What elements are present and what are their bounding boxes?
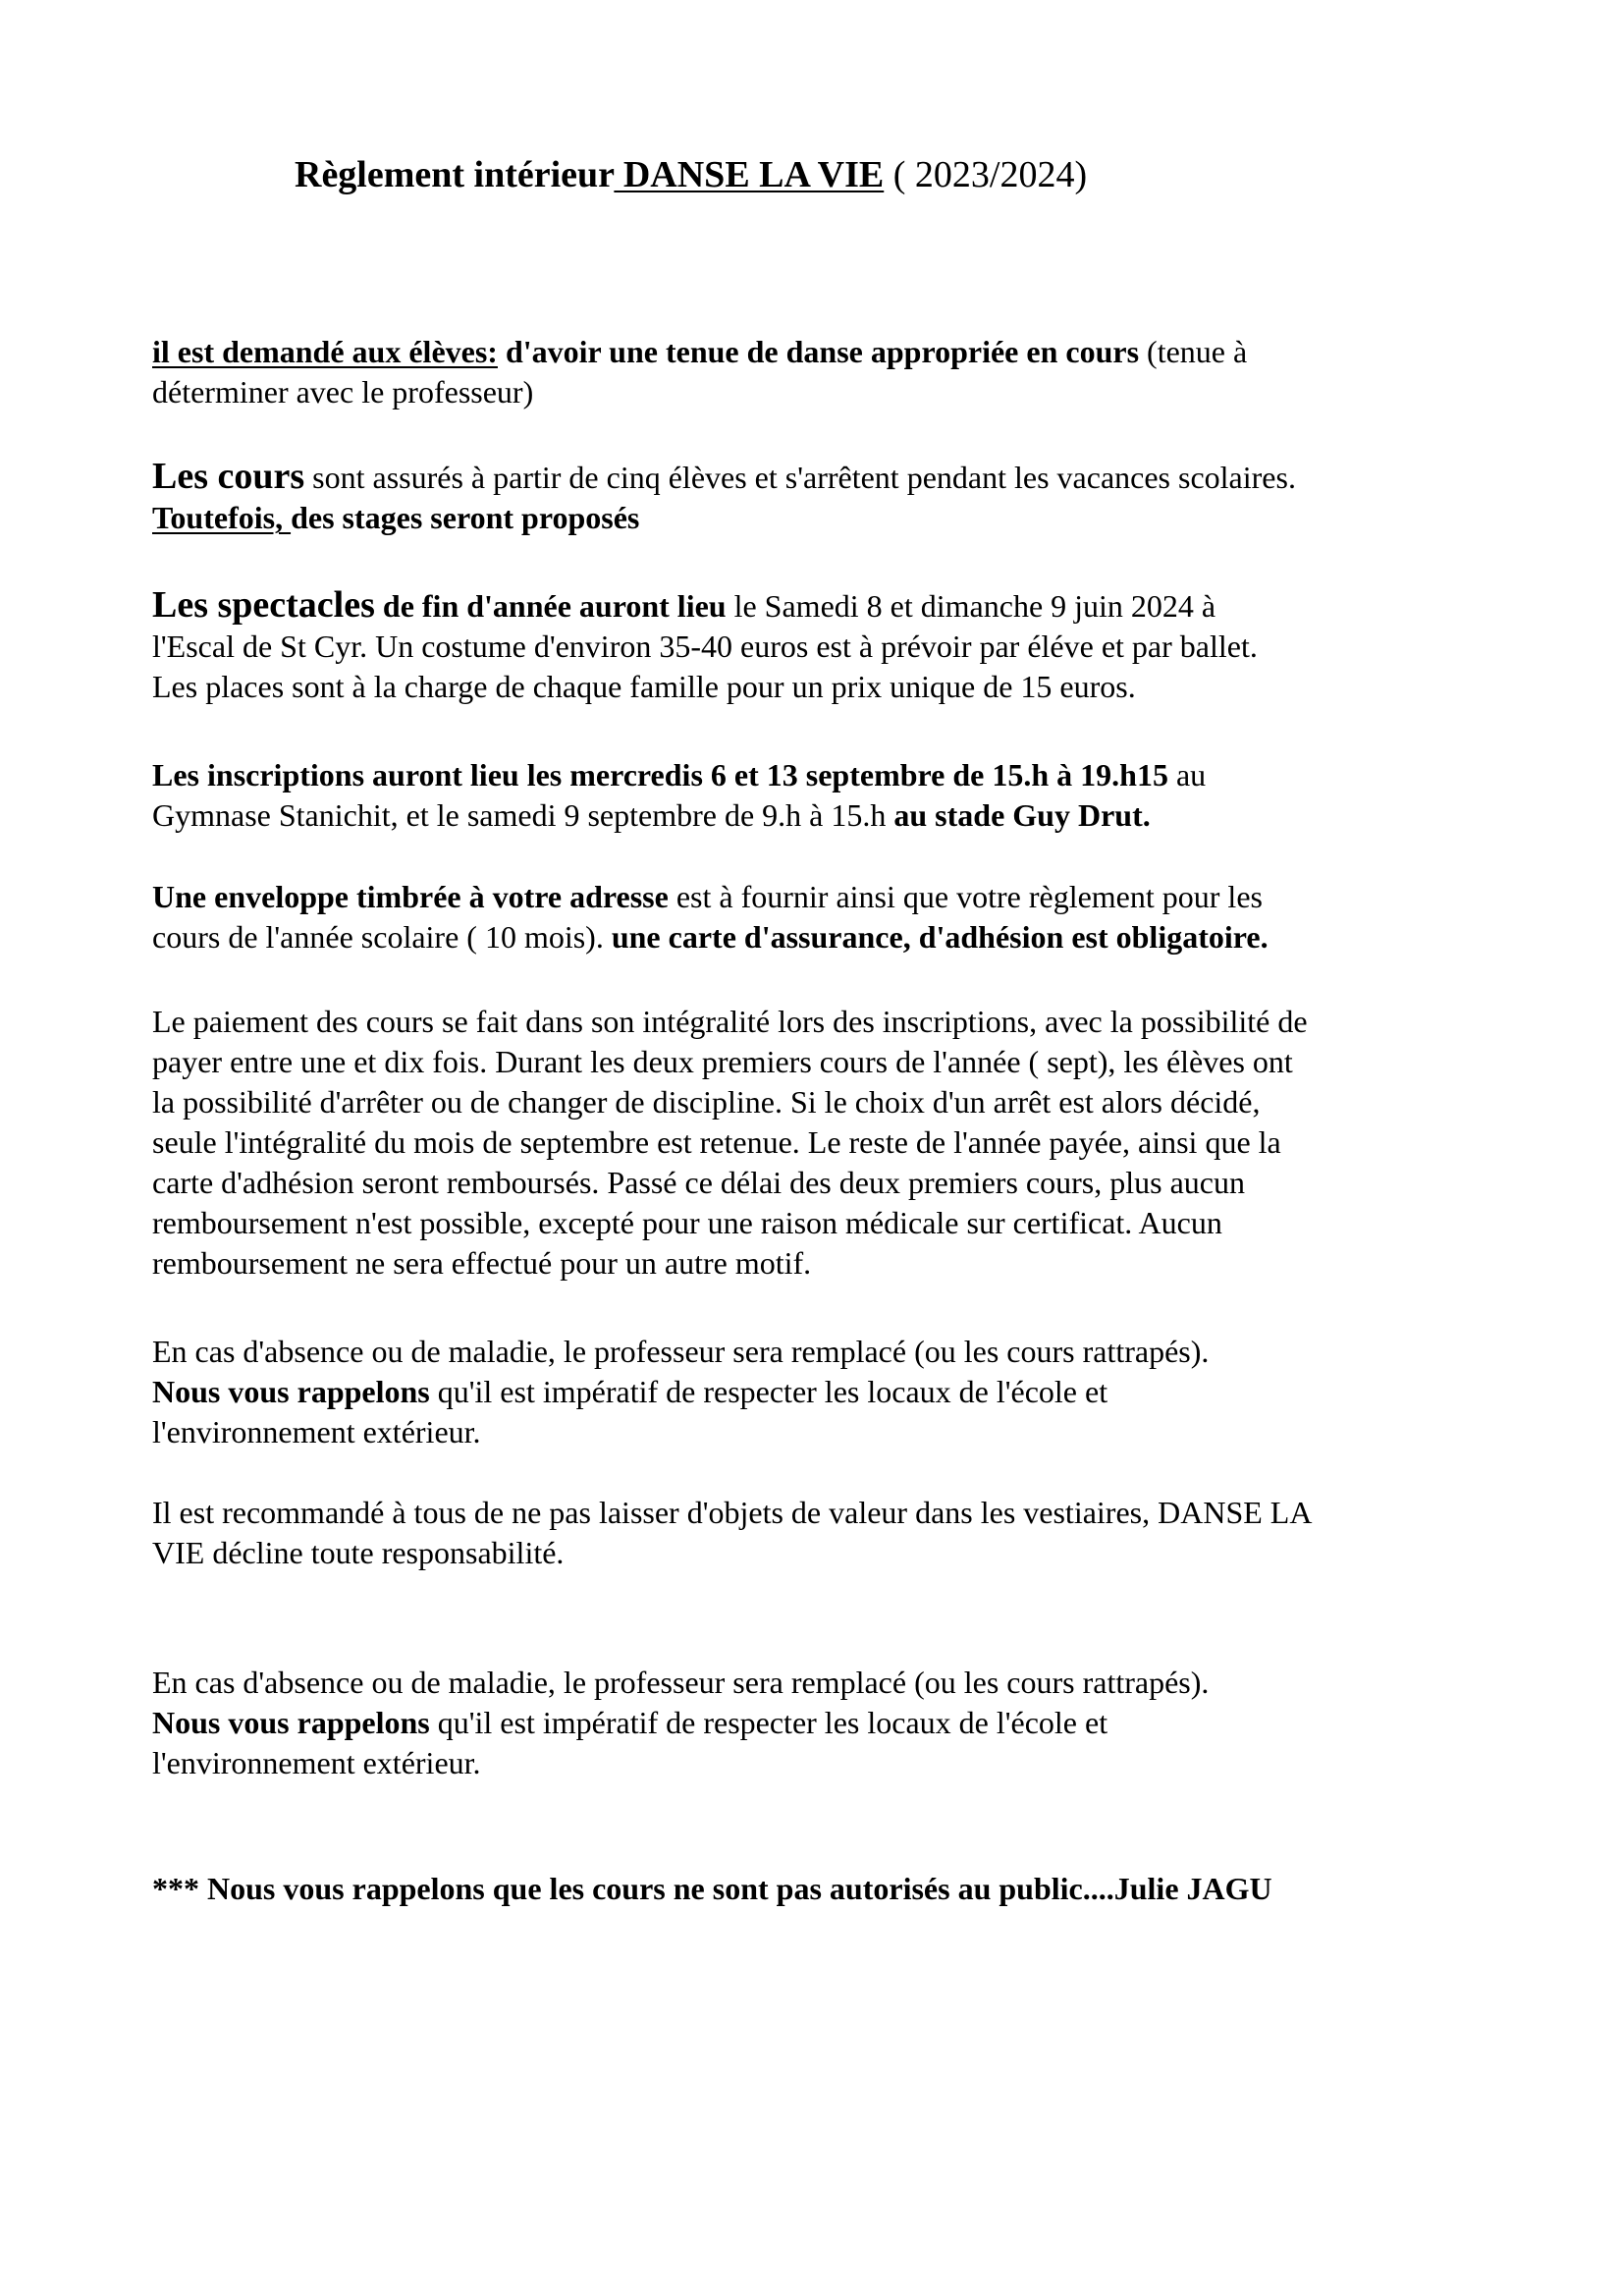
absence-repeat-bold: Nous vous rappelons [152,1705,430,1740]
attire-rest: (tenue à [1139,334,1248,369]
envelope-rest: est à fournir ainsi que votre règlement pour les [668,879,1263,914]
absence-bold: Nous vous rappelons [152,1374,430,1409]
paragraph-payment [152,1002,1497,1284]
courses-bold-2: des stages seront proposés [291,500,640,535]
envelope-line-2a: cours de l'année scolaire ( 10 mois). [152,919,612,955]
paragraph-shows [152,585,1497,707]
envelope-line-2b: une carte d'assurance, d'adhésion est obligatoire. [611,919,1269,955]
registration-bold: Les inscriptions auront lieu les mercredis 6 et 13 septembre de 15.h à 19.h15 [152,757,1168,793]
valuables-line-2: VIE décline toute responsabilité. [152,1535,565,1570]
valuables-line-1: Il est recommandé à tous de ne pas laisser d'objets de valeur dans les vestiaires, DANSE LA [152,1495,1313,1530]
paragraph-absence-repeat [152,1663,1497,1783]
envelope-bold: Une enveloppe timbrée à votre adresse [152,879,669,914]
paragraph-attire [152,332,1497,412]
attire-line-2: déterminer avec le professeur) [152,374,534,410]
registration-rest: au [1167,757,1207,793]
paragraph-courses [152,457,1497,538]
absence-line-3: l'environnement extérieur. [152,1414,481,1449]
payment-line: seule l'intégralité du mois de septembre est retenue. Le reste de l'année payée, ainsi que la [152,1124,1281,1160]
courses-heading: Les cours [152,456,305,497]
attire-bold: d'avoir une tenue de danse appropriée en cours [497,334,1140,369]
payment-line: payer entre une et dix fois. Durant les deux premiers cours de l'année ( sept), les élèves ont [152,1044,1293,1079]
absence-repeat-line-3: l'environnement extérieur. [152,1745,481,1780]
paragraph-absence [152,1332,1497,1452]
paragraph-closing-note [152,1869,1497,1909]
registration-line-2b: au stade Guy Drut. [893,797,1151,833]
shows-line-3: Les places sont à la charge de chaque famille pour un prix unique de 15 euros. [152,669,1136,704]
shows-bold: de fin d'année auront lieu [374,588,727,624]
absence-rest: qu'il est impératif de respecter les locaux de l'école et [429,1374,1108,1409]
shows-heading: Les spectacles [152,584,375,626]
attire-lead: il est demandé aux élèves: [152,334,498,369]
shows-rest: le Samedi 8 et dimanche 9 juin 2024 à [726,588,1216,624]
closing-note: *** Nous vous rappelons que les cours ne sont pas autorisés au public....Julie JAGU [152,1871,1272,1906]
absence-line-1: En cas d'absence ou de maladie, le professeur sera remplacé (ou les cours rattrapés). [152,1334,1210,1369]
page-title [295,149,1087,200]
payment-line: carte d'adhésion seront remboursés. Passé ce délai des deux premiers cours, plus aucun [152,1165,1245,1200]
payment-line: Le paiement des cours se fait dans son intégralité lors des inscriptions, avec la possibilité de [152,1004,1308,1039]
title-prefix: Règlement intérieur [295,154,615,195]
absence-repeat-rest: qu'il est impératif de respecter les locaux de l'école et [429,1705,1108,1740]
paragraph-registration [152,755,1497,836]
shows-line-2: l'Escal de St Cyr. Un costume d'environ 35-40 euros est à prévoir par éléve et par ballet. [152,629,1258,664]
payment-line: remboursement n'est possible, excepté pour une raison médicale sur certificat. Aucun [152,1205,1222,1240]
courses-rest: sont assurés à partir de cinq élèves et s'arrêtent pendant les vacances scolaires. [304,460,1296,495]
title-year: ( 2023/2024) [884,154,1088,195]
paragraph-valuables [152,1493,1497,1573]
absence-repeat-line-1: En cas d'absence ou de maladie, le professeur sera remplacé (ou les cours rattrapés). [152,1665,1210,1700]
payment-line: la possibilité d'arrêter ou de changer de discipline. Si le choix d'un arrêt est alors décidé, [152,1084,1261,1120]
registration-line-2a: Gymnase Stanichit, et le samedi 9 septembre de 9.h à 15.h [152,797,894,833]
courses-lead-2: Toutefois, [152,500,292,535]
payment-line: remboursement ne sera effectué pour un autre motif. [152,1245,812,1281]
paragraph-envelope [152,877,1497,957]
title-school-name: DANSE LA VIE [614,154,885,195]
